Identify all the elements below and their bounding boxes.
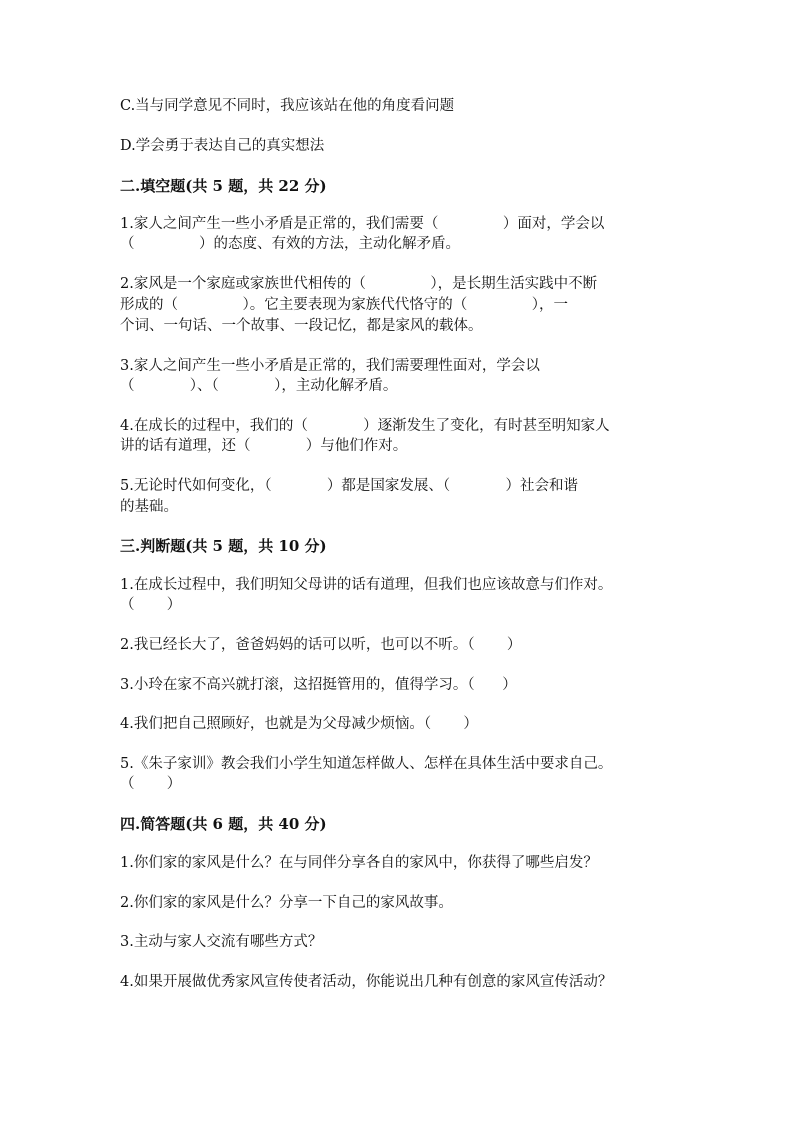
fill-q3-line2: （ ）、（ ），主动化解矛盾。 [120,378,398,394]
fill-q2-line1: 2.家风是一个家庭或家族世代相传的（ ），是长期生活实践中不断 [120,276,598,292]
fill-q4-line2: 讲的话有道理，还（ ）与他们作对。 [120,438,408,454]
tf-q1-line2: （ ） [120,597,182,613]
short-q1: 1.你们家的家风是什么？在与同伴分享各自的家风中，你获得了哪些启发？ [120,855,598,871]
option-d: D.学会勇于表达自己的真实想法 [120,138,325,154]
fill-q5-line2: 的基础。 [120,499,178,515]
fill-q5-line1: 5.无论时代如何变化，（ ）都是国家发展、（ ）社会和谐 [120,478,578,494]
tf-q3: 3.小玲在家不高兴就打滚，这招挺管用的，值得学习。（ ） [120,677,517,693]
fill-q2-line2: 形成的（ ）。它主要表现为家族代代恪守的（ ），一 [120,297,569,313]
option-c: C.当与同学意见不同时，我应该站在他的角度看问题 [120,98,455,114]
short-q2: 2.你们家的家风是什么？分享一下自己的家风故事。 [120,895,453,911]
fill-q4-line1: 4.在成长的过程中，我们的（ ）逐渐发生了变化，有时甚至明知家人 [120,418,610,434]
section-heading-true-false: 三.判断题(共 5 题，共 10 分) [120,537,327,555]
short-q4: 4.如果开展做优秀家风宣传使者活动，你能说出几种有创意的家风宣传活动？ [120,974,613,990]
tf-q4: 4.我们把自己照顾好，也就是为父母减少烦恼。（ ） [120,716,478,732]
tf-q5-line2: （ ） [120,776,182,792]
short-q3: 3.主动与家人交流有哪些方式？ [120,934,323,950]
fill-q1-line1: 1.家人之间产生一些小矛盾是正常的，我们需要（ ）面对，学会以 [120,216,605,232]
fill-q3-line1: 3.家人之间产生一些小矛盾是正常的，我们需要理性面对，学会以 [120,358,540,374]
section-heading-fill-in: 二.填空题(共 5 题，共 22 分) [120,177,327,195]
tf-q1-line1: 1.在成长过程中，我们明知父母讲的话有道理，但我们也应该故意与们作对。 [120,577,613,593]
section-heading-short-answer: 四.简答题(共 6 题，共 40 分) [120,815,327,833]
fill-q2-line3: 个词、一句话、一个故事、一段记忆，都是家风的载体。 [120,318,483,334]
tf-q2: 2.我已经长大了，爸爸妈妈的话可以听，也可以不听。（ ） [120,637,522,653]
tf-q5-line1: 5.《朱子家训》教会我们小学生知道怎样做人、怎样在具体生活中要求自己。 [120,756,613,772]
fill-q1-line2: （ ）的态度、有效的方法，主动化解矛盾。 [120,236,461,252]
